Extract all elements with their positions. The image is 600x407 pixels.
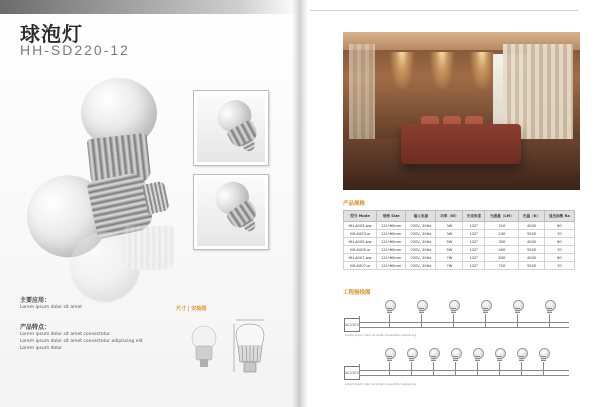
table-cell: 120°	[463, 222, 485, 230]
top-rule	[310, 10, 578, 11]
table-cell: 630	[485, 254, 519, 262]
table-cell: 70	[544, 246, 574, 254]
dimension-drawing	[178, 318, 278, 380]
table-cell: 120°	[463, 262, 485, 270]
table-cell: HH-A003-w	[344, 230, 377, 238]
features-line-1: Lorem ipsum dolor sit amet consectetur	[20, 332, 111, 337]
table-header: 色温（K）	[519, 211, 545, 222]
application-label: 主要应用：	[20, 297, 51, 304]
hero-bulb-reflection	[60, 222, 190, 312]
wiring-bulb-icon	[539, 348, 548, 362]
table-cell: 5500	[519, 230, 545, 238]
table-cell: 5500	[519, 262, 545, 270]
table-header: 规格 Size	[377, 211, 406, 222]
product-title: 球泡灯	[20, 22, 83, 46]
bulb-photo-small-icon	[192, 326, 216, 367]
table-cell: 220V, 50Hz	[406, 246, 436, 254]
spec-table	[343, 210, 575, 270]
table-cell: 240	[485, 230, 519, 238]
table-cell: 5500	[519, 246, 545, 254]
table-cell: HH-A007-w	[344, 262, 377, 270]
bulb-outline-drawing-icon	[234, 320, 264, 372]
wiring-bulb-icon	[429, 348, 438, 362]
header-gradient-bar	[0, 0, 300, 14]
table-header: 光束角度	[463, 211, 485, 222]
table-cell: 5W	[436, 246, 463, 254]
wiring-bulb-icon	[517, 348, 526, 362]
wiring-title: 工程接线图	[343, 290, 371, 296]
table-row	[344, 254, 575, 262]
table-cell: 80	[544, 222, 574, 230]
ac-source-1: AC220V	[344, 318, 360, 332]
table-cell: 220V, 50Hz	[406, 262, 436, 270]
table-row	[344, 262, 575, 270]
bedroom-photo	[343, 32, 580, 190]
table-cell: 3W	[436, 230, 463, 238]
table-cell: 120°	[463, 246, 485, 254]
product-model: HH-SD220-12	[20, 42, 130, 58]
table-cell: 4000	[519, 254, 545, 262]
features-line-2: Lorem ipsum dolor sit amet consectetur adipiscing elit	[20, 339, 143, 344]
table-cell: 121*60mm	[377, 230, 406, 238]
product-photo-1	[193, 90, 269, 166]
table-header: 输入电源	[406, 211, 436, 222]
wiring-note-2: Lorem ipsum dolor sit amet consectetur adipiscing	[345, 382, 417, 386]
table-cell: 5W	[436, 238, 463, 246]
table-cell: 121*60mm	[377, 238, 406, 246]
table-cell: 121*60mm	[377, 262, 406, 270]
spec-title: 产品规格	[343, 201, 366, 207]
wiring-diagram	[343, 296, 575, 400]
table-row	[344, 222, 575, 230]
table-cell: 120°	[463, 254, 485, 262]
table-cell: 70	[544, 262, 574, 270]
wiring-note-1: Lorem ipsum dolor sit amet consectetur adipiscing	[345, 333, 417, 337]
table-cell: 120°	[463, 238, 485, 246]
wiring-bulb-icon	[449, 300, 458, 314]
wiring-bulb-icon	[407, 348, 416, 362]
dimension-label: 尺寸 | 安装图	[176, 306, 207, 312]
table-cell: 400	[485, 246, 519, 254]
ac-source-2: AC220V	[344, 366, 360, 380]
table-header: 光通量（LM）	[485, 211, 519, 222]
table-cell: HH-A007-ww	[344, 254, 377, 262]
wiring-bulb-icon	[385, 348, 394, 362]
wiring-bulb-icon	[417, 300, 426, 314]
wiring-bulb-icon	[495, 348, 504, 362]
features-label: 产品特点：	[20, 324, 51, 331]
table-cell: 80	[544, 254, 574, 262]
table-cell: 121*60mm	[377, 254, 406, 262]
wiring-bulb-icon	[451, 348, 460, 362]
table-cell: 220V, 50Hz	[406, 230, 436, 238]
table-cell: 4000	[519, 222, 545, 230]
table-cell: 80	[544, 238, 574, 246]
table-cell: 120°	[463, 230, 485, 238]
table-header-row	[344, 211, 575, 222]
table-cell: 121*60mm	[377, 222, 406, 230]
table-cell: 3W	[436, 222, 463, 230]
features-line-3: Lorem ipsum dolor	[20, 346, 63, 351]
table-cell: HH-A005-ww	[344, 238, 377, 246]
table-cell: HH-A005-w	[344, 246, 377, 254]
table-row	[344, 246, 575, 254]
book-gutter	[292, 0, 308, 407]
table-header: 显色指数 Ra	[544, 211, 574, 222]
wiring-bulb-icon	[481, 300, 490, 314]
table-cell: 7W	[436, 262, 463, 270]
table-cell: 4000	[519, 238, 545, 246]
table-cell: 121*60mm	[377, 246, 406, 254]
table-header: 功率（W）	[436, 211, 463, 222]
application-text: Lorem ipsum dolor sit amet	[20, 305, 82, 310]
table-row	[344, 230, 575, 238]
table-cell: 7W	[436, 254, 463, 262]
table-cell: 210	[485, 222, 519, 230]
table-row	[344, 238, 575, 246]
table-cell: 220V, 50Hz	[406, 238, 436, 246]
table-cell: 220V, 50Hz	[406, 254, 436, 262]
table-cell: HH-A003-ww	[344, 222, 377, 230]
wiring-bulb-icon	[513, 300, 522, 314]
table-header: 型号 Mode	[344, 211, 377, 222]
wiring-bulb-icon	[385, 300, 394, 314]
wiring-bulb-icon	[545, 300, 554, 314]
product-photo-2	[193, 174, 269, 250]
table-cell: 70	[544, 230, 574, 238]
table-cell: 220V, 50Hz	[406, 222, 436, 230]
table-cell: 350	[485, 238, 519, 246]
wiring-bulb-icon	[473, 348, 482, 362]
table-cell: 720	[485, 262, 519, 270]
